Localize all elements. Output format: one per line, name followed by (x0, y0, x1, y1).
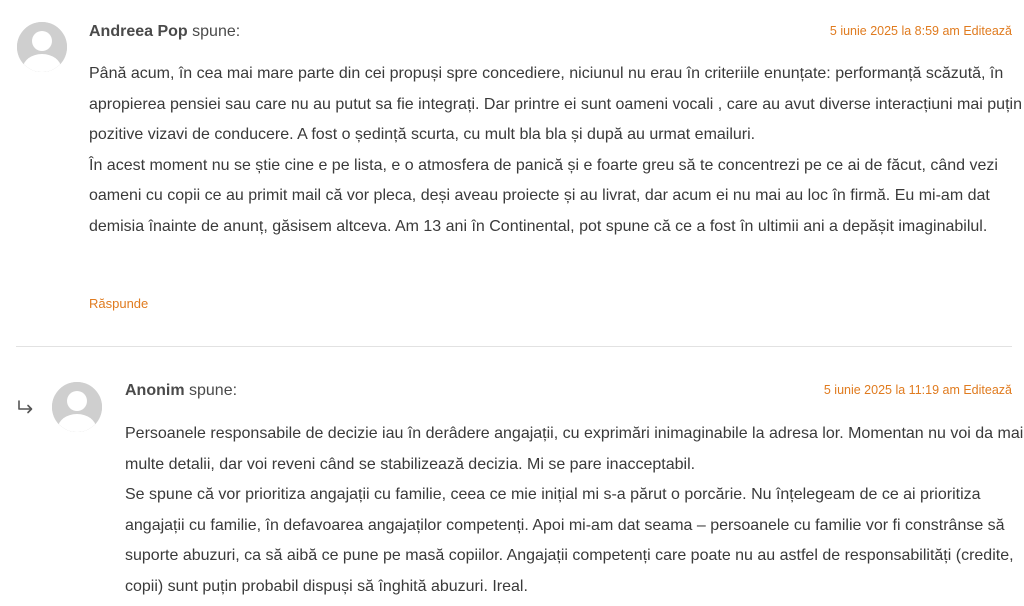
comment-says-label: spune: (192, 23, 241, 40)
avatar[interactable] (17, 22, 67, 72)
comment-meta (830, 24, 1012, 38)
edit-link[interactable]: Editează (963, 383, 1012, 397)
comment (0, 347, 1024, 606)
reply-button[interactable]: Răspunde (89, 296, 149, 311)
avatar[interactable] (52, 382, 102, 432)
comment-paragraph: Până acum, în cea mai mare parte din cei propuși spre concediere, niciunul nu erau în criteriile enunțate: performanță scăzută, în apropierea pensiei sau care nu au putut sa fie integrați. Dar printre ei sunt oameni vocali , care au avut diverse interacțiuni mai puțin pozitive vizavi de conducere. A fost o ședință scurta, cu mult bla bla și după au urmat emailuri. (89, 65, 1022, 144)
edit-link[interactable]: Editează (963, 24, 1012, 38)
comment-body (89, 59, 1024, 243)
comment-paragraph: Persoanele responsabile de decizie iau în derâdere angajații, cu exprimări inimaginabile la adresa lor. Momentan nu voi da mai multe detalii, dar voi reveni când se stabilizează decizia. Mi se pare inacceptabil. (125, 425, 1024, 473)
comment-paragraph: Se spune că vor prioritiza angajații cu familie, ceea ce mie inițial mi s-a părut o porcărie. Nu înțelegeam de ce ai prioritiza angajații cu familie, în defavoarea angajaților competenți. Apoi mi-am dat seama – persoanele cu familie vor fi constrânse să suporte abuzuri, ca să aibă ce pune pe masă copiilor. Angajații competenți care poate nu au astfel de responsabilități (credite, copii) sunt puțin probabil dispuși să înghită abuzuri. Ireal. (125, 486, 1014, 595)
comment-body (125, 419, 1024, 603)
comment-says-label: spune: (189, 382, 238, 399)
comment-author: Anonim (125, 382, 185, 399)
comment-paragraph: În acest moment nu se știe cine e pe lista, e o atmosfera de panică și e foarte greu să te concentrezi pe ce ai de făcut, când vezi oameni cu copii ce au primit mail că vor pleca, deși aveau proiecte și au livrat, dar acum ei nu mai au loc în firmă. Eu mi-am dat demisia înainte de anunț, găsisem altceva. Am 13 ani în Continental, pot spune că ce a fost în ultimii ani a depășit imaginabilul. (89, 156, 998, 235)
comment-meta (824, 383, 1012, 397)
comment-author: Andreea Pop (89, 23, 188, 40)
user-silhouette-icon (17, 22, 67, 72)
user-silhouette-icon (52, 382, 102, 432)
comment-date-link[interactable]: 5 iunie 2025 la 11:19 am (823, 383, 960, 397)
comment-date-link[interactable]: 5 iunie 2025 la 8:59 am (829, 24, 960, 38)
comment-author-line (125, 382, 237, 400)
comment-author-line (89, 23, 240, 41)
